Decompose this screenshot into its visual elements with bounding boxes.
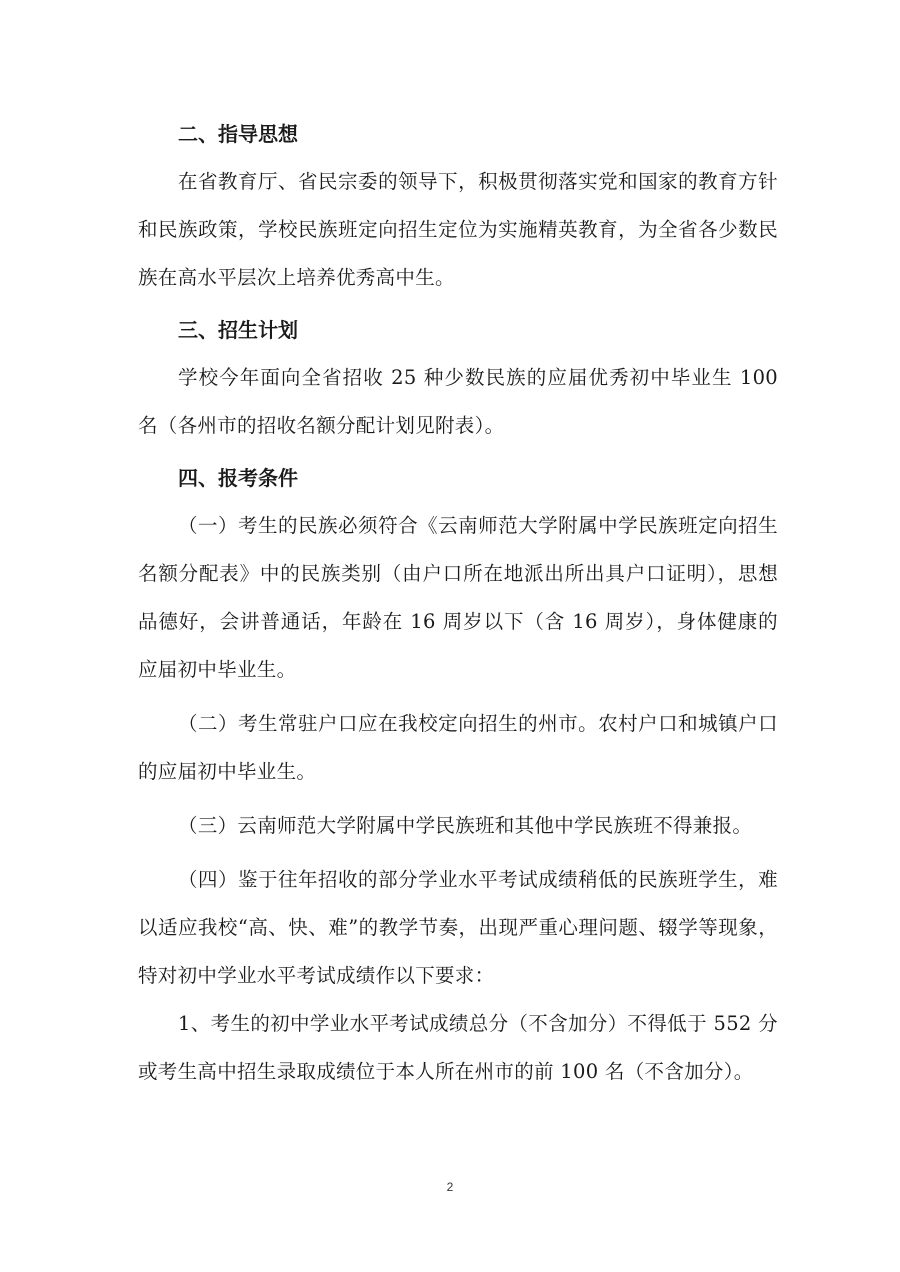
condition-item-4: （四）鉴于往年招收的部分学业水平考试成绩稍低的民族班学生，难以适应我校“高、快、难”的教学节奏，出现严重心理问题、辍学等现象，特对初中学业水平考试成绩作以下要求： xyxy=(138,868,778,987)
condition-item-4-1: 1、考生的初中学业水平考试成绩总分（不含加分）不得低于 552 分或考生高中招生录取成绩位于本人所在州市的前 100 名（不含加分）。 xyxy=(138,1012,778,1083)
document-body xyxy=(138,112,778,1096)
condition-item-1: （一）考生的民族必须符合《云南师范大学附属中学民族班定向招生名额分配表》中的民族类别（由户口所在地派出所出具户口证明），思想品德好，会讲普通话，年龄在 16 周岁以下（含 16 周岁），身体健康的应届初中毕业生。 xyxy=(138,514,778,681)
section-heading-guiding: 二、指导思想 xyxy=(178,122,298,146)
condition-item-2: （二）考生常驻户口应在我校定向招生的州市。农村户口和城镇户口的应届初中毕业生。 xyxy=(138,712,778,783)
section-heading-conditions: 四、报考条件 xyxy=(178,466,298,490)
paragraph-guiding: 在省教育厅、省民宗委的领导下，积极贯彻落实党和国家的教育方针和民族政策，学校民族班定向招生定位为实施精英教育，为全省各少数民族在高水平层次上培养优秀高中生。 xyxy=(138,170,778,289)
page-number: 2 xyxy=(446,1180,454,1194)
paragraph-plan: 学校今年面向全省招收 25 种少数民族的应届优秀初中毕业生 100 名（各州市的招收名额分配计划见附表）。 xyxy=(138,366,778,437)
section-heading-plan: 三、招生计划 xyxy=(178,318,298,342)
condition-item-3: （三）云南师范大学附属中学民族班和其他中学民族班不得兼报。 xyxy=(178,814,753,837)
